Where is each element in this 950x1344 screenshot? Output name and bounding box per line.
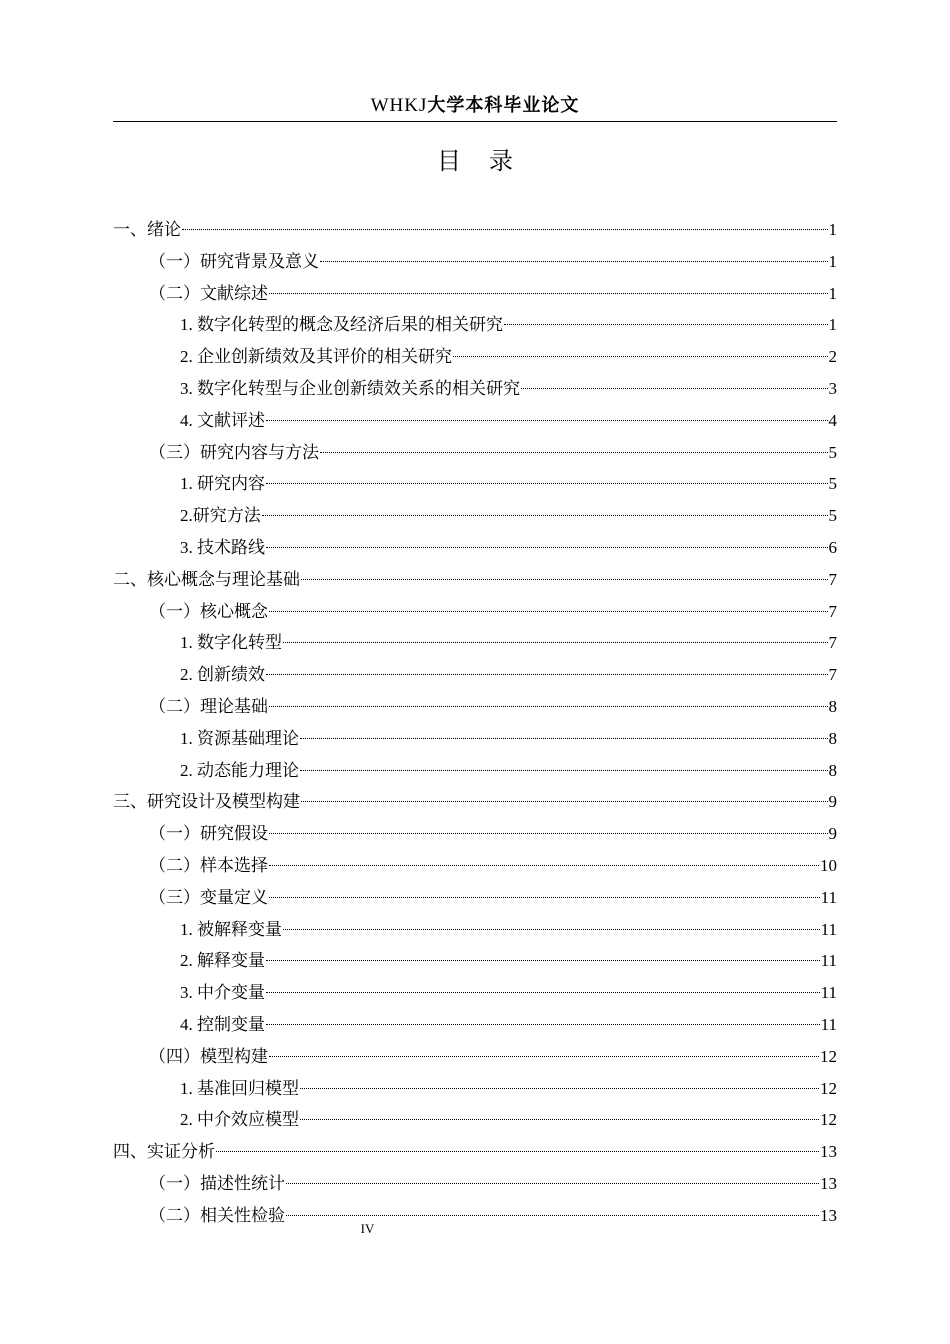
toc-entry-page: 7 [828, 569, 837, 589]
toc-entry-page: 9 [828, 824, 837, 844]
toc-entry-page: 1 [828, 283, 837, 303]
toc-leader-dots [266, 673, 828, 675]
toc-entry[interactable] [113, 564, 837, 596]
toc-leader-dots [269, 610, 828, 612]
toc-leader-dots [283, 928, 820, 930]
toc-entry[interactable] [113, 373, 837, 405]
toc-entry[interactable] [113, 1136, 837, 1168]
toc-entry[interactable] [113, 691, 837, 723]
toc-entry-page: 1 [828, 220, 837, 239]
toc-entry-label: 4. 文献评述 [180, 410, 265, 430]
toc-entry-page: 1 [828, 251, 837, 271]
toc-entry[interactable] [113, 882, 837, 914]
toc-entry[interactable] [113, 755, 837, 787]
toc-entry-label: （二）理论基础 [149, 696, 268, 716]
header-rule [113, 121, 837, 122]
toc-leader-dots [521, 387, 828, 389]
toc-entry-label: （一）研究假设 [149, 824, 268, 844]
toc-leader-dots [320, 451, 828, 453]
toc-entry-label: 1. 被解释变量 [180, 919, 282, 939]
toc-entry-page: 7 [828, 633, 837, 653]
toc-entry-label: 2. 创新绩效 [180, 665, 265, 685]
toc-entry[interactable] [113, 309, 837, 341]
toc-entry[interactable] [113, 437, 837, 469]
toc-entry-label: （一）核心概念 [149, 601, 268, 621]
toc-leader-dots [266, 419, 828, 421]
toc-leader-dots [266, 546, 828, 548]
toc-entry[interactable] [113, 596, 837, 628]
toc-entry[interactable] [113, 500, 837, 532]
toc-leader-dots [262, 514, 828, 516]
toc-leader-dots [286, 1182, 819, 1184]
toc-entry-label: （二）文献综述 [149, 283, 268, 303]
toc-entry-page: 10 [820, 855, 837, 875]
toc-entry[interactable] [113, 786, 837, 818]
toc-entry-page: 7 [828, 601, 837, 621]
toc-entry-page: 11 [820, 983, 837, 1003]
toc-leader-dots [301, 578, 828, 580]
toc-entry-label: （三）研究内容与方法 [149, 442, 319, 462]
running-header [113, 92, 837, 120]
toc-entry-label: 3. 技术路线 [180, 537, 265, 557]
toc-leader-dots [269, 896, 820, 898]
toc-entry-page: 13 [820, 1173, 837, 1193]
toc-entry[interactable] [113, 1073, 837, 1105]
toc-entry-page: 1 [828, 315, 837, 335]
toc-entry-label: 四、实证分析 [113, 1142, 215, 1162]
toc-entry[interactable] [113, 977, 837, 1009]
toc-entry[interactable] [113, 1104, 837, 1136]
toc-leader-dots [283, 641, 828, 643]
toc-entry-page: 11 [820, 1014, 837, 1034]
page-number: IV [360, 1221, 375, 1236]
toc-entry-label: 一、绪论 [113, 220, 181, 239]
toc-title-left: 目 [437, 147, 461, 175]
toc-entry-page: 12 [820, 1110, 837, 1130]
toc-leader-dots [504, 323, 828, 325]
toc-leader-dots [266, 1023, 820, 1025]
toc-entry-label: 2. 动态能力理论 [180, 760, 299, 780]
toc-entry[interactable] [113, 945, 837, 977]
toc-leader-dots [182, 228, 828, 230]
toc-entry-label: 二、核心概念与理论基础 [113, 569, 300, 589]
toc-entry[interactable] [113, 627, 837, 659]
toc-entry[interactable] [113, 659, 837, 691]
toc-entry-page: 5 [828, 474, 837, 494]
toc-entry[interactable] [113, 246, 837, 278]
toc-entry-label: 2.研究方法 [180, 506, 261, 526]
toc-entry[interactable] [113, 1168, 837, 1200]
toc-entry-page: 3 [828, 378, 837, 398]
toc-entry-label: 1. 研究内容 [180, 474, 265, 494]
toc-entry[interactable] [113, 1041, 837, 1073]
toc-leader-dots [286, 1214, 819, 1216]
toc-leader-dots [300, 769, 828, 771]
toc-leader-dots [266, 959, 820, 961]
toc-entry-label: 3. 中介变量 [180, 983, 265, 1003]
toc-entry-page: 12 [820, 1046, 837, 1066]
toc-entry-label: 1. 数字化转型 [180, 633, 282, 653]
toc-entry-page: 8 [828, 728, 837, 748]
toc-entry-label: （二）相关性检验 [149, 1205, 285, 1225]
toc-entry-page: 13 [820, 1205, 837, 1225]
toc-leader-dots [300, 1087, 819, 1089]
toc-entry[interactable] [113, 723, 837, 755]
toc-entry-page: 8 [828, 760, 837, 780]
toc-leader-dots [216, 1150, 819, 1152]
toc-entry-page: 12 [820, 1078, 837, 1098]
toc-entry-label: 1. 资源基础理论 [180, 728, 299, 748]
toc-entry-page: 11 [820, 951, 837, 971]
toc-entry-page: 4 [828, 410, 837, 430]
toc-entry-label: 三、研究设计及模型构建 [113, 792, 300, 812]
toc-entry-page: 6 [828, 537, 837, 557]
toc-leader-dots [269, 1055, 819, 1057]
toc-entry[interactable] [113, 1009, 837, 1041]
toc-entry[interactable] [113, 341, 837, 373]
toc-leader-dots [269, 864, 819, 866]
toc-entry-page: 5 [828, 442, 837, 462]
toc-entry-page: 8 [828, 696, 837, 716]
table-of-contents [113, 214, 837, 1232]
toc-entry[interactable] [113, 914, 837, 946]
toc-entry[interactable] [113, 405, 837, 437]
toc-entry-label: 4. 控制变量 [180, 1014, 265, 1034]
toc-leader-dots [266, 991, 820, 993]
toc-leader-dots [300, 1118, 819, 1120]
toc-entry-page: 7 [828, 665, 837, 685]
toc-entry-page: 13 [820, 1142, 837, 1162]
toc-leader-dots [300, 737, 828, 739]
toc-leader-dots [269, 705, 828, 707]
toc-entry[interactable] [113, 850, 837, 882]
toc-entry-label: （二）样本选择 [149, 855, 268, 875]
toc-entry-label: 2. 解释变量 [180, 951, 265, 971]
toc-entry-label: 2. 企业创新绩效及其评价的相关研究 [180, 347, 452, 367]
toc-entry-page: 5 [828, 506, 837, 526]
toc-entry[interactable] [113, 278, 837, 310]
header-title: 大学本科毕业论文 [427, 95, 580, 116]
toc-entry-page: 2 [828, 347, 837, 367]
toc-entry-label: 1. 基准回归模型 [180, 1078, 299, 1098]
toc-leader-dots [269, 832, 828, 834]
toc-title-right: 录 [489, 147, 513, 175]
toc-entry[interactable] [113, 818, 837, 850]
toc-entry-label: （四）模型构建 [149, 1046, 268, 1066]
toc-entry-label: （一）研究背景及意义 [149, 251, 319, 271]
header-latin: WHKJ [370, 95, 428, 116]
toc-entry[interactable] [113, 468, 837, 500]
toc-entry-page: 11 [820, 919, 837, 939]
toc-leader-dots [269, 292, 828, 294]
toc-entry-label: 2. 中介效应模型 [180, 1110, 299, 1130]
toc-entry[interactable] [113, 214, 837, 246]
toc-entry-label: 3. 数字化转型与企业创新绩效关系的相关研究 [180, 378, 520, 398]
toc-leader-dots [301, 800, 828, 802]
toc-entry-label: 1. 数字化转型的概念及经济后果的相关研究 [180, 315, 503, 335]
toc-leader-dots [320, 260, 828, 262]
toc-entry-page: 11 [820, 887, 837, 907]
toc-entry[interactable] [113, 532, 837, 564]
toc-entry-page: 9 [828, 792, 837, 812]
toc-entry-label: （一）描述性统计 [149, 1173, 285, 1193]
toc-title [113, 144, 837, 178]
toc-leader-dots [266, 482, 828, 484]
toc-entry-label: （三）变量定义 [149, 887, 268, 907]
toc-leader-dots [453, 355, 828, 357]
